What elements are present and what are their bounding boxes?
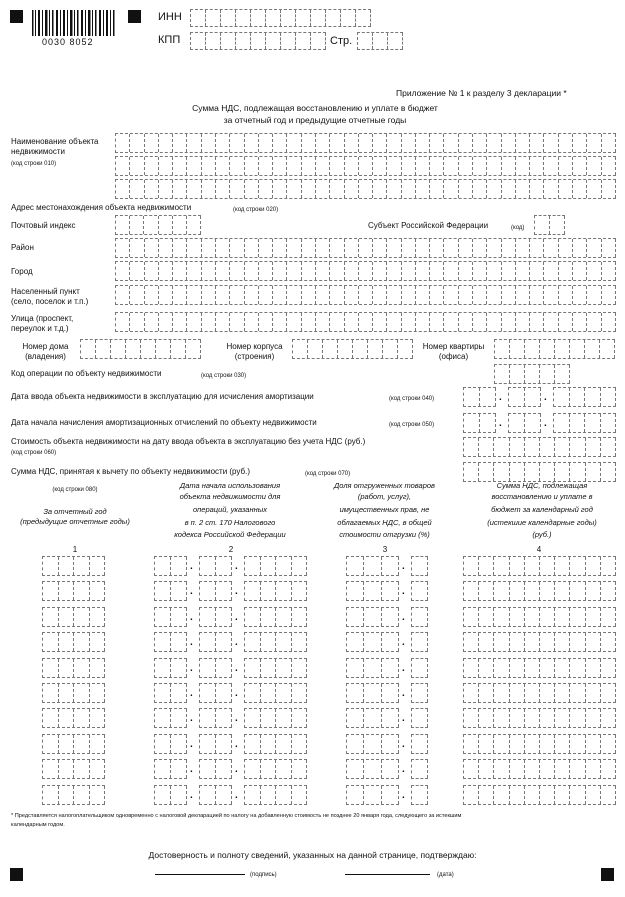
- inn-label: ИНН: [158, 11, 182, 23]
- date-input-day[interactable]: [463, 387, 496, 407]
- col3-header-5: стоимости отгрузки (%): [339, 530, 430, 539]
- vat-sum-label: Сумма НДС, принятая к вычету по объекту недвижимости (руб.): [11, 467, 250, 476]
- kpp-label: КПП: [158, 34, 181, 46]
- vat-restore-amount[interactable]: [463, 759, 616, 779]
- separator-dot: .: [190, 586, 193, 598]
- col4-header-2: восстановлению и уплате в: [491, 492, 593, 501]
- date-amort-label: Дата начала начисления амортизационных отчислений по объекту недвижимости: [11, 418, 317, 427]
- start-date-month[interactable]: [199, 785, 232, 805]
- date-input-code: (код строки 040): [389, 396, 435, 402]
- separator-dot: .: [402, 637, 405, 649]
- col3-header: Доля отгруженных товаров: [334, 481, 435, 490]
- col3-header-3: имущественных прав, не: [339, 505, 430, 514]
- signature-line[interactable]: [155, 874, 245, 875]
- vat-restore-amount[interactable]: [463, 632, 616, 652]
- street-field[interactable]: [115, 312, 616, 332]
- year-cell[interactable]: [42, 734, 105, 754]
- separator-dot: .: [190, 789, 193, 801]
- col2-header-4: в п. 2 ст. 170 Налогового: [184, 518, 276, 527]
- settlement-label: Населенный пункт: [11, 287, 80, 296]
- separator-dot: .: [402, 688, 405, 699]
- col3-number: 3: [382, 545, 388, 554]
- separator-dot: .: [235, 713, 238, 725]
- footnote-2: календарным годом.: [11, 822, 65, 828]
- year-cell[interactable]: [42, 759, 105, 779]
- separator-dot: .: [402, 764, 405, 776]
- share-integer[interactable]: [346, 708, 399, 728]
- start-date-day[interactable]: [154, 581, 187, 601]
- page-title: Сумма НДС, подлежащая восстановлению и уплате в бюджет: [192, 103, 438, 113]
- apartment-label-2: (офиса): [438, 352, 469, 361]
- corner-marker: [601, 868, 614, 881]
- street-label: Улица (проспект,: [11, 314, 74, 323]
- postal-index-label: Почтовый индекс: [11, 221, 76, 230]
- separator-dot: .: [402, 713, 405, 725]
- year-cell[interactable]: [42, 632, 105, 652]
- separator-dot: .: [235, 738, 238, 750]
- separator-dot: .: [402, 611, 405, 623]
- separator-dot: .: [402, 789, 405, 801]
- col2-header: Дата начала использования: [179, 481, 281, 490]
- date-amort-year[interactable]: [553, 413, 616, 433]
- share-fraction[interactable]: [411, 607, 428, 627]
- year-cell[interactable]: [42, 708, 105, 728]
- apartment-field[interactable]: [494, 339, 615, 359]
- start-date-day[interactable]: [154, 632, 187, 652]
- col4-header-5: (руб.): [532, 530, 552, 539]
- vat-restore-amount[interactable]: [463, 734, 616, 754]
- col4-number: 4: [536, 545, 542, 554]
- start-date-month[interactable]: [199, 632, 232, 652]
- building-label: Номер корпуса: [226, 342, 283, 351]
- house-field[interactable]: [80, 339, 201, 359]
- vat-restore-amount[interactable]: [463, 683, 616, 703]
- share-integer[interactable]: [346, 734, 399, 754]
- city-label: Город: [11, 267, 33, 276]
- start-date-year[interactable]: [244, 759, 307, 779]
- start-date-year[interactable]: [244, 708, 307, 728]
- appendix-note: Приложение № 1 к разделу 3 декларации *: [396, 88, 567, 98]
- date-amort-code: (код строки 050): [389, 422, 435, 428]
- separator-dot: .: [235, 561, 238, 572]
- start-date-year[interactable]: [244, 581, 307, 601]
- signature-label: (подпись): [250, 872, 277, 878]
- share-integer[interactable]: [346, 581, 399, 601]
- confirmation-text: Достоверность и полноту сведений, указанных на данной странице, подтверждаю:: [148, 850, 477, 860]
- separator-dot: .: [235, 637, 238, 649]
- share-fraction[interactable]: [411, 683, 428, 703]
- date-amort-day[interactable]: [463, 413, 496, 433]
- share-integer[interactable]: [346, 556, 399, 576]
- address-label: Адрес местонахождения объекта недвижимости: [11, 203, 192, 212]
- date-label: (дата): [437, 872, 454, 878]
- start-date-year[interactable]: [244, 683, 307, 703]
- object-name-code: (код строки 010): [11, 161, 57, 167]
- district-field[interactable]: [115, 238, 616, 258]
- house-label: Номер дома: [22, 342, 69, 351]
- start-date-month[interactable]: [199, 708, 232, 728]
- share-fraction[interactable]: [411, 785, 428, 805]
- separator-dot: .: [402, 738, 405, 750]
- share-fraction[interactable]: [411, 708, 428, 728]
- barcode-number: 0030 8052: [42, 37, 94, 47]
- col2-header-2: объекта недвижимости для: [179, 492, 281, 501]
- separator-dot: .: [235, 688, 238, 699]
- start-date-year[interactable]: [244, 607, 307, 627]
- cost-field[interactable]: [463, 437, 616, 457]
- kpp-field[interactable]: [190, 32, 326, 50]
- start-date-day[interactable]: [154, 708, 187, 728]
- separator-dot: .: [190, 611, 193, 623]
- separator-dot: .: [235, 611, 238, 623]
- separator-dot: .: [190, 688, 193, 699]
- year-cell[interactable]: [42, 556, 105, 576]
- col4-header-3: бюджет за календарный год: [491, 505, 593, 514]
- share-fraction[interactable]: [411, 734, 428, 754]
- corner-marker: [10, 10, 23, 23]
- year-cell[interactable]: [42, 607, 105, 627]
- col4-header: Сумма НДС, подлежащая: [496, 481, 588, 490]
- col1-number: 1: [72, 545, 78, 554]
- start-date-month[interactable]: [199, 556, 232, 576]
- col1-header: За отчетный год: [43, 507, 107, 516]
- cost-label: Стоимость объекта недвижимости на дату ввода объекта в эксплуатацию без учета НДС (руб.): [11, 437, 366, 446]
- object-name-field[interactable]: [115, 179, 616, 199]
- start-date-day[interactable]: [154, 607, 187, 627]
- page-number-field[interactable]: [357, 32, 403, 50]
- separator-dot: .: [190, 738, 193, 750]
- operation-code-field[interactable]: [494, 364, 570, 384]
- start-date-year[interactable]: [244, 556, 307, 576]
- share-integer[interactable]: [346, 785, 399, 805]
- operation-code-code: (код строки 030): [201, 373, 247, 379]
- vat-sum-code: (код строки 070): [305, 471, 351, 477]
- vat-restore-amount[interactable]: [463, 658, 616, 678]
- col2-number: 2: [228, 545, 234, 554]
- vat-restore-amount[interactable]: [463, 581, 616, 601]
- page-subtitle: за отчетный год и предыдущие отчетные годы: [223, 115, 407, 125]
- date-line[interactable]: [345, 874, 430, 875]
- settlement-label-2: (село, поселок и т.п.): [11, 297, 89, 306]
- vat-restore-amount[interactable]: [463, 708, 616, 728]
- share-fraction[interactable]: [411, 556, 428, 576]
- separator-dot: .: [190, 713, 193, 725]
- vat-restore-amount[interactable]: [463, 607, 616, 627]
- object-name-label: Наименование объекта: [11, 137, 99, 146]
- building-label-2: (строения): [234, 352, 275, 361]
- vat-restore-amount[interactable]: [463, 556, 616, 576]
- start-date-month[interactable]: [199, 607, 232, 627]
- share-fraction[interactable]: [411, 581, 428, 601]
- city-field[interactable]: [115, 261, 616, 281]
- separator-dot: .: [235, 789, 238, 801]
- share-integer[interactable]: [346, 683, 399, 703]
- operation-code-label: Код операции по объекту недвижимости: [11, 369, 162, 378]
- corner-marker: [128, 10, 141, 23]
- footnote: * Представляется налогоплательщиком одновременно с налоговой декларацией по налогу на добавленную стоимость не позднее 20 января года, следующего за истекшим: [11, 813, 462, 819]
- table-code: (код строки 080): [52, 487, 98, 493]
- start-date-day[interactable]: [154, 683, 187, 703]
- year-cell[interactable]: [42, 683, 105, 703]
- share-fraction[interactable]: [411, 759, 428, 779]
- start-date-day[interactable]: [154, 734, 187, 754]
- settlement-field[interactable]: [115, 285, 616, 305]
- separator-dot: .: [190, 662, 193, 674]
- year-cell[interactable]: [42, 658, 105, 678]
- separator-dot: .: [235, 764, 238, 776]
- street-label-2: переулок и т.д.): [11, 324, 69, 333]
- col3-header-2: (работ, услуг),: [357, 492, 412, 501]
- house-label-2: (владения): [25, 352, 66, 361]
- separator-dot: .: [235, 662, 238, 674]
- postal-index-field[interactable]: [115, 215, 201, 235]
- share-integer[interactable]: [346, 658, 399, 678]
- year-cell[interactable]: [42, 581, 105, 601]
- cost-code: (код строки 060): [11, 450, 57, 456]
- object-name-field[interactable]: [115, 133, 616, 153]
- start-date-month[interactable]: [199, 734, 232, 754]
- page-label: Стр.: [330, 35, 353, 47]
- region-code-field[interactable]: [534, 215, 565, 235]
- date-input-month[interactable]: [508, 387, 541, 407]
- vat-restore-amount[interactable]: [463, 785, 616, 805]
- inn-field[interactable]: [190, 9, 371, 27]
- region-label: Субъект Российской Федерации: [368, 221, 489, 230]
- start-date-day[interactable]: [154, 556, 187, 576]
- separator-dot: .: [190, 764, 193, 776]
- separator-dot: .: [235, 586, 238, 598]
- start-date-day[interactable]: [154, 759, 187, 779]
- year-cell[interactable]: [42, 785, 105, 805]
- object-name-label-2: недвижимости: [11, 147, 65, 156]
- start-date-day[interactable]: [154, 658, 187, 678]
- separator-dot: .: [190, 637, 193, 649]
- col1-header-2: (предыдущие отчетные годы): [20, 517, 130, 526]
- separator-dot: .: [190, 561, 193, 572]
- region-code-label: (код): [511, 225, 525, 231]
- col2-header-5: кодекса Российской Федерации: [174, 530, 286, 539]
- object-name-field[interactable]: [115, 156, 616, 176]
- date-input-label: Дата ввода объекта недвижимости в эксплуатацию для исчисления амортизации: [11, 392, 314, 401]
- apartment-label: Номер квартиры: [422, 342, 485, 351]
- start-date-month[interactable]: [199, 658, 232, 678]
- share-fraction[interactable]: [411, 632, 428, 652]
- share-fraction[interactable]: [411, 658, 428, 678]
- start-date-year[interactable]: [244, 785, 307, 805]
- date-amort-month[interactable]: [508, 413, 541, 433]
- separator-dot: .: [402, 586, 405, 598]
- address-code: (код строки 020): [233, 207, 279, 213]
- share-integer[interactable]: [346, 759, 399, 779]
- col4-header-4: (истекшие календарные годы): [487, 518, 597, 527]
- corner-marker: [10, 868, 23, 881]
- start-date-year[interactable]: [244, 734, 307, 754]
- start-date-year[interactable]: [244, 632, 307, 652]
- start-date-month[interactable]: [199, 581, 232, 601]
- vat-sum-field[interactable]: [463, 462, 616, 482]
- separator-dot: .: [402, 561, 405, 572]
- start-date-month[interactable]: [199, 683, 232, 703]
- start-date-year[interactable]: [244, 658, 307, 678]
- building-field[interactable]: [292, 339, 413, 359]
- col3-header-4: облагаемых НДС, в общей: [337, 518, 432, 527]
- col2-header-3: операций, указанных: [192, 505, 267, 514]
- district-label: Район: [11, 243, 34, 252]
- date-input-year[interactable]: [553, 387, 616, 407]
- start-date-day[interactable]: [154, 785, 187, 805]
- separator-dot: .: [402, 662, 405, 674]
- share-integer[interactable]: [346, 607, 399, 627]
- start-date-month[interactable]: [199, 759, 232, 779]
- share-integer[interactable]: [346, 632, 399, 652]
